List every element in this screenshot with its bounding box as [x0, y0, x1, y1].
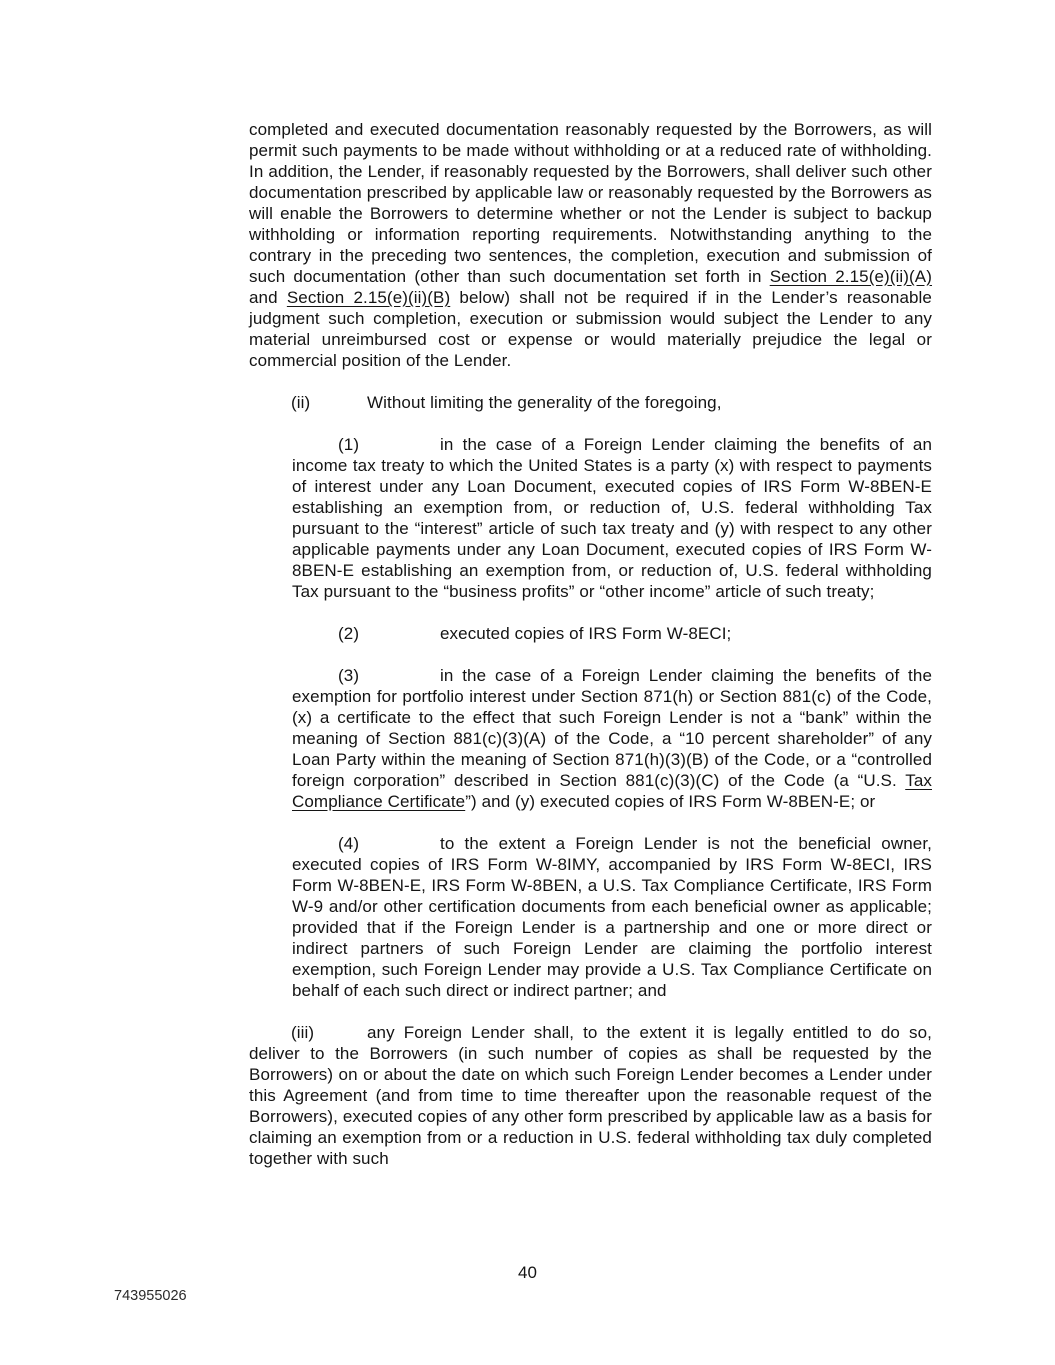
paragraph — [249, 1022, 932, 1169]
page-number: 40 — [518, 1263, 537, 1282]
document-body — [249, 119, 932, 1190]
text-run: below) shall not be required if in the Lender’s reasonable judgment such completion, execution or submission would subject the Lender to any material unreimbursed cost or expense or would materially prejudice the legal or commercial position of the Lender. — [249, 288, 932, 370]
underlined-reference: Section 2.15(e)(ii)(A) — [769, 267, 933, 286]
underlined-reference: Tax Compliance Certificate — [292, 771, 932, 811]
paragraph-label: (2) — [338, 624, 360, 643]
text-run: Without limiting the generality of the foregoing, — [367, 393, 722, 412]
paragraph — [292, 833, 932, 1001]
paragraph-label: (iii) — [291, 1023, 315, 1042]
paragraph — [292, 434, 932, 602]
underlined-reference: Section 2.15(e)(ii)(B) — [286, 288, 451, 307]
text-run: ”) and (y) executed copies of IRS Form W-8BEN-E; or — [465, 792, 876, 811]
text-run: executed copies of IRS Form W-8ECI; — [440, 624, 732, 643]
text-run: in the case of a Foreign Lender claiming the benefits of an income tax treaty to which the United States is a party (x) with respect to payments of interest under any Loan Document, executed copies of IRS Form W-8BEN-E establishing an exemption from, or reduction of, U.S. federal withholding Tax pursuant to the “interest” article of such tax treaty and (y) with respect to any other applicable payments under any Loan Document, executed copies of IRS Form W-8BEN-E establishing an exemption from, or reduction of, U.S. federal withholding Tax pursuant to the “business profits” or “other income” article of such treaty; — [292, 435, 932, 601]
text-run: any Foreign Lender shall, to the extent it is legally entitled to do so, deliver to the Borrowers (in such number of copies as shall be requested by the Borrowers) on or about the date on which such Foreign Lender becomes a Lender under this Agreement (and from time to time thereafter upon the reasonable request of the Borrowers), executed copies of any other form prescribed by applicable law as a basis for claiming an exemption from or a reduction in U.S. federal withholding tax duly completed together with such — [249, 1023, 932, 1168]
text-run: in the case of a Foreign Lender claiming the benefits of the exemption for portfolio interest under Section 871(h) or Section 881(c) of the Code, (x) a certificate to the effect that such Foreign Lender is not a “bank” within the meaning of Section 881(c)(3)(A) of the Code, a “10 percent shareholder” of any Loan Party within the meaning of Section 871(h)(3)(B) of the Code, or a “controlled foreign corporation” described in Section 881(c)(3)(C) of the Code (a “U.S. — [292, 666, 932, 790]
paragraph — [292, 665, 932, 812]
paragraph — [249, 119, 932, 371]
paragraph — [249, 392, 932, 413]
paragraph-label: (3) — [338, 666, 360, 685]
paragraph-label: (4) — [338, 834, 360, 853]
paragraph-label: (ii) — [291, 393, 311, 412]
paragraph-label: (1) — [338, 435, 360, 454]
document-id-stamp: 743955026 — [114, 1288, 187, 1304]
text-run: and — [249, 288, 287, 307]
paragraph — [292, 623, 932, 644]
text-run: completed and executed documentation reasonably requested by the Borrowers, as will permit such payments to be made without withholding or at a reduced rate of withholding. In addition, the Lender, if reasonably requested by the Borrowers, shall deliver such other documentation prescribed by applicable law or reasonably requested by the Borrowers as will enable the Borrowers to determine whether or not the Lender is subject to backup withholding or information reporting requirements. Notwithstanding anything to the contrary in the preceding two sentences, the completion, execution and submission of such documentation (other than such documentation set forth in — [249, 120, 932, 286]
text-run: to the extent a Foreign Lender is not the beneficial owner, executed copies of IRS Form W-8IMY, accompanied by IRS Form W-8ECI, IRS Form W-8BEN-E, IRS Form W-8BEN, a U.S. Tax Compliance Certificate, IRS Form W-9 and/or other certification documents from each beneficial owner as applicable; provided that if the Foreign Lender is a partnership and one or more direct or indirect partners of such Foreign Lender are claiming the portfolio interest exemption, such Foreign Lender may provide a U.S. Tax Compliance Certificate on behalf of each such direct or indirect partner; and — [292, 834, 932, 1000]
